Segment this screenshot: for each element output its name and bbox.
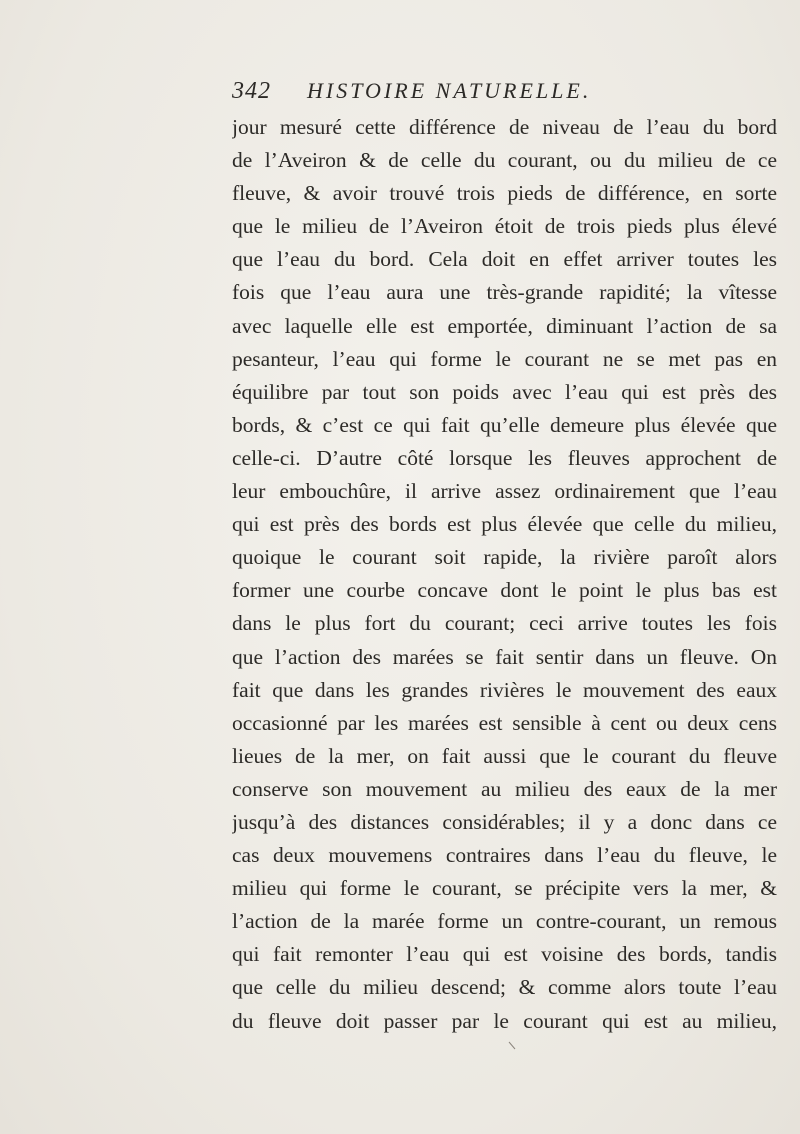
text-line: fois que l’eau aura une très-grande rapidité; la vîtesse	[232, 280, 777, 305]
running-title: HISTOIRE NATURELLE.	[307, 78, 592, 103]
text-line: milieu qui forme le courant, se précipite vers la mer, &	[232, 876, 777, 901]
page-header	[232, 78, 591, 114]
text-line: que le milieu de l’Aveiron étoit de trois pieds plus élevé	[232, 214, 777, 239]
text-line: dans le plus fort du courant; ceci arrive toutes les fois	[232, 611, 777, 636]
text-line: quoique le courant soit rapide, la rivière paroît alors	[232, 545, 777, 570]
text-line: que celle du milieu descend; & comme alors toute l’eau	[232, 975, 777, 1000]
page-number: 342	[232, 78, 271, 104]
text-line: qui est près des bords est plus élevée que celle du milieu,	[232, 512, 777, 537]
text-line: conserve son mouvement au milieu des eaux de la mer	[232, 776, 777, 801]
text-line: avec laquelle elle est emportée, diminuant l’action de sa	[232, 313, 777, 338]
text-line: l’action de la marée forme un contre-courant, un remous	[232, 909, 777, 934]
text-line: occasionné par les marées est sensible à cent ou deux cens	[232, 710, 777, 735]
body-text	[232, 111, 777, 1038]
text-line: du fleuve doit passer par le courant qui est au milieu,	[232, 1008, 777, 1033]
text-line: de l’Aveiron & de celle du courant, ou du milieu de ce	[232, 148, 777, 173]
text-line: celle-ci. D’autre côté lorsque les fleuves approchent de	[232, 445, 777, 470]
text-line: leur embouchûre, il arrive assez ordinairement que l’eau	[232, 479, 777, 504]
text-line: lieues de la mer, on fait aussi que le courant du fleuve	[232, 743, 777, 768]
text-line: équilibre par tout son poids avec l’eau qui est près des	[232, 379, 777, 404]
text-line: qui fait remonter l’eau qui est voisine des bords, tandis	[232, 942, 777, 967]
text-line: jusqu’à des distances considérables; il y a donc dans ce	[232, 809, 777, 834]
text-line: fait que dans les grandes rivières le mouvement des eaux	[232, 677, 777, 702]
text-line: pesanteur, l’eau qui forme le courant ne se met pas en	[232, 346, 777, 371]
text-line: que l’action des marées se fait sentir dans un fleuve. On	[232, 644, 777, 669]
text-line: fleuve, & avoir trouvé trois pieds de différence, en sorte	[232, 181, 777, 206]
text-line: former une courbe concave dont le point le plus bas est	[232, 578, 777, 603]
text-line: bords, & c’est ce qui fait qu’elle demeure plus élevée que	[232, 412, 777, 437]
text-line: jour mesuré cette différence de niveau de l’eau du bord	[232, 115, 777, 139]
text-line: que l’eau du bord. Cela doit en effet arriver toutes les	[232, 247, 777, 272]
text-line: cas deux mouvemens contraires dans l’eau du fleuve, le	[232, 843, 777, 868]
ink-mark	[508, 1040, 518, 1050]
